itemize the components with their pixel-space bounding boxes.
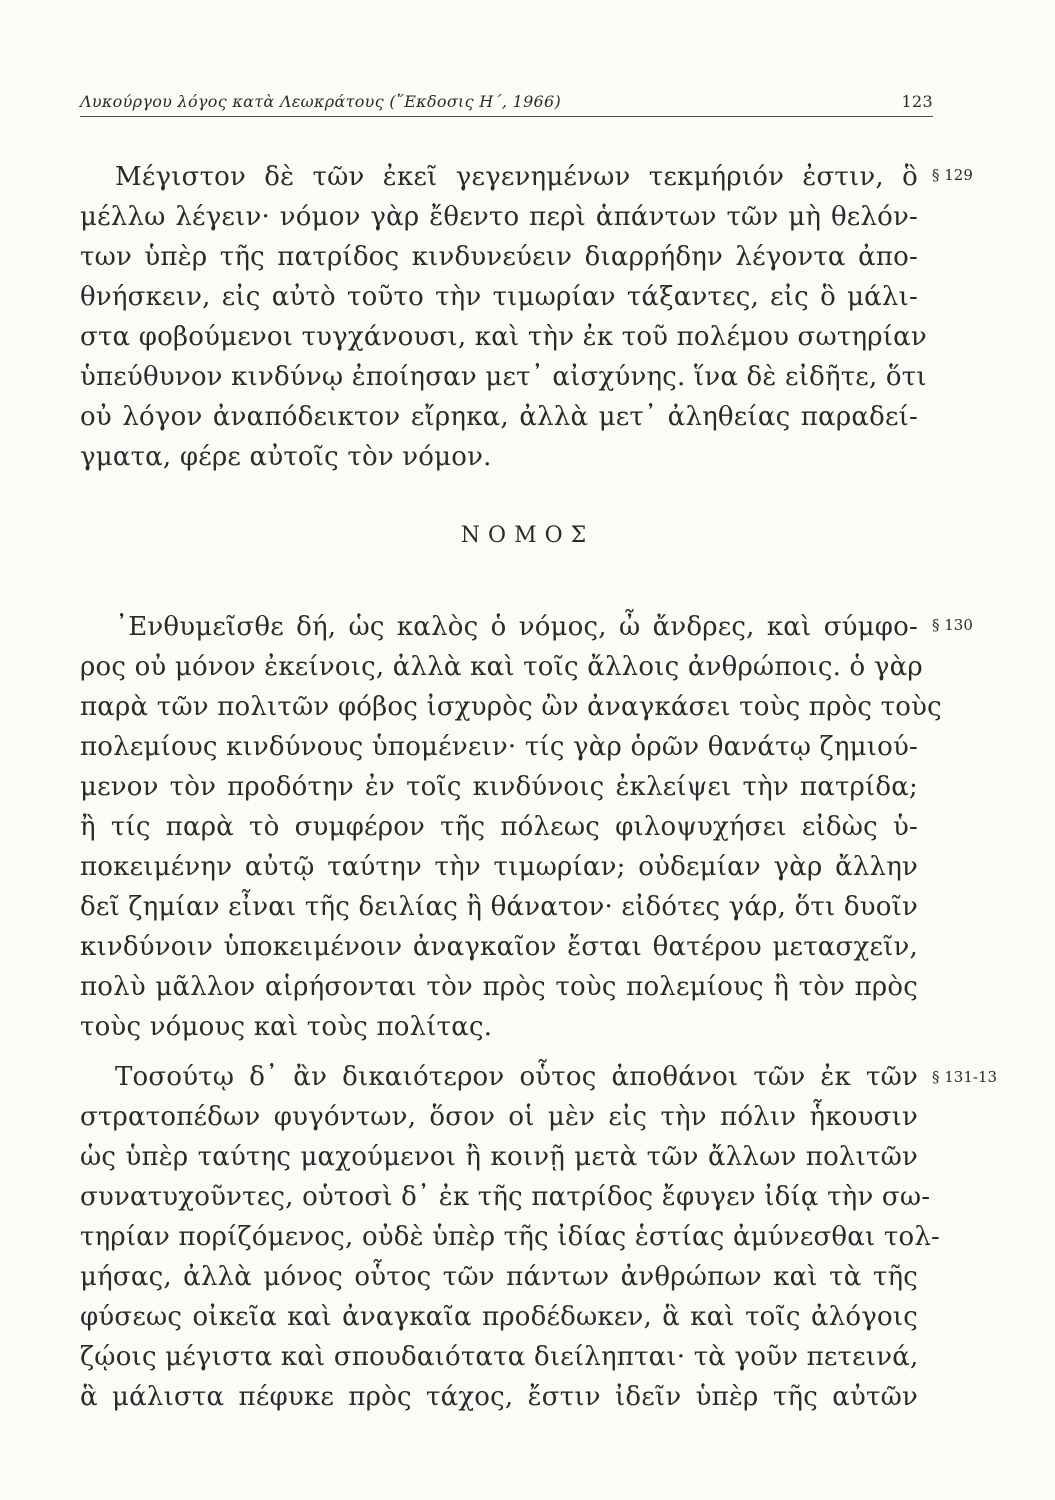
text-line: ἢ τίς παρὰ τὸ συμφέρον τῆς πόλεως φιλοψυχήσει εἰδὼς ὑ- xyxy=(80,812,918,842)
text-line: ᾽Ενθυμεῖσθε δή, ὡς καλὸς ὁ νόμος, ὦ ἄνδρες, καὶ σύμφο- xyxy=(115,612,918,642)
section-marker-130: § 130 xyxy=(932,616,973,634)
text-line: μέλλω λέγειν· νόμον γὰρ ἔθεντο περὶ ἁπάντων τῶν μὴ θελόν- xyxy=(80,202,918,232)
text-line: ἃ μάλιστα πέφυκε πρὸς τάχος, ἔστιν ἰδεῖν ὑπὲρ τῆς αὐτῶν xyxy=(80,1382,918,1412)
text-line: μενον τὸν προδότην ἐν τοῖς κινδύνοις ἐκλείψει τὴν πατρίδα; xyxy=(80,772,918,802)
text-line: στα φοβούμενοι τυγχάνουσι, καὶ τὴν ἐκ τοῦ πολέμου σωτηρίαν xyxy=(80,322,927,352)
text-line: τοὺς νόμους καὶ τοὺς πολίτας. xyxy=(80,1012,493,1042)
text-line: γματα, φέρε αὐτοῖς τὸν νόμον. xyxy=(80,442,492,472)
text-line: πολὺ μᾶλλον αἱρήσονται τὸν πρὸς τοὺς πολεμίους ἢ τὸν πρὸς xyxy=(80,972,918,1002)
text-line: τηρίαν πορίζόμενος, οὐδὲ ὑπὲρ τῆς ἰδίας ἑστίας ἀμύνεσθαι τολ- xyxy=(80,1222,941,1252)
text-line: πολεμίους κινδύνους ὑπομένειν· τίς γὰρ ὁρῶν θανάτῳ ζημιού- xyxy=(80,732,918,762)
section-heading: ΝΟΜΟΣ xyxy=(460,523,595,548)
text-line: οὐ λόγον ἀναπόδεικτον εἴρηκα, ἀλλὰ μετ᾽ ἀληθείας παραδεί- xyxy=(80,402,918,432)
text-line: φύσεως οἰκεῖα καὶ ἀναγκαῖα προδέδωκεν, ἃ καὶ τοῖς ἀλόγοις xyxy=(80,1302,918,1332)
text-line: κινδύνοιν ὑποκειμένοιν ἀναγκαῖον ἔσται θατέρου μετασχεῖν, xyxy=(80,932,918,962)
text-line: στρατοπέδων φυγόντων, ὅσον οἱ μὲν εἰς τὴν πόλιν ἧκουσιν xyxy=(80,1102,918,1132)
text-line: ὡς ὑπὲρ ταύτης μαχούμενοι ἢ κοινῇ μετὰ τῶν ἄλλων πολιτῶν xyxy=(80,1142,918,1172)
text-line: Μέγιστον δὲ τῶν ἐκεῖ γεγενημένων τεκμήριόν ἐστιν, ὃ xyxy=(115,162,918,192)
section-marker-131: § 131-13 xyxy=(932,1068,998,1086)
page-number: 123 xyxy=(901,92,933,111)
text-line: ζῴοις μέγιστα καὶ σπουδαιότατα διείληπται· τὰ γοῦν πετεινά, xyxy=(80,1342,919,1372)
text-line: ρος οὐ μόνον ἐκείνοις, ἀλλὰ καὶ τοῖς ἄλλοις ἀνθρώποις. ὁ γὰρ xyxy=(80,652,923,682)
text-line: συνατυχοῦντες, οὑτοσὶ δ᾽ ἐκ τῆς πατρίδος ἔφυγεν ἰδίᾳ τὴν σω- xyxy=(80,1182,931,1212)
text-line: παρὰ τῶν πολιτῶν φόβος ἰσχυρὸς ὢν ἀναγκάσει τοὺς πρὸς τοὺς xyxy=(80,692,942,722)
text-line: Τοσούτῳ δ᾽ ἂν δικαιότερον οὗτος ἀποθάνοι τῶν ἐκ τῶν xyxy=(115,1062,918,1092)
running-header xyxy=(80,92,933,117)
text-line: θνήσκειν, εἰς αὐτὸ τοῦτο τὴν τιμωρίαν τάξαντες, εἰς ὃ μάλι- xyxy=(80,282,918,312)
text-line: των ὑπὲρ τῆς πατρίδος κινδυνεύειν διαρρήδην λέγοντα ἀπο- xyxy=(80,242,918,272)
running-title: Λυκούργου λόγος κατὰ Λεωκράτους (῞Εκδοσις Η΄, 1966) xyxy=(80,92,562,111)
text-line: ὑπεύθυνον κινδύνῳ ἐποίησαν μετ᾽ αἰσχύνης. ἵνα δὲ εἰδῆτε, ὅτι xyxy=(80,362,927,392)
text-line: ποκειμένην αὐτῷ ταύτην τὴν τιμωρίαν; οὐδεμίαν γὰρ ἄλλην xyxy=(80,852,918,882)
text-line: δεῖ ζημίαν εἶναι τῆς δειλίας ἢ θάνατον· εἰδότες γάρ, ὅτι δυοῖν xyxy=(80,892,918,922)
text-line: μήσας, ἀλλὰ μόνος οὗτος τῶν πάντων ἀνθρώπων καὶ τὰ τῆς xyxy=(80,1262,918,1292)
section-marker-129: § 129 xyxy=(932,166,973,184)
